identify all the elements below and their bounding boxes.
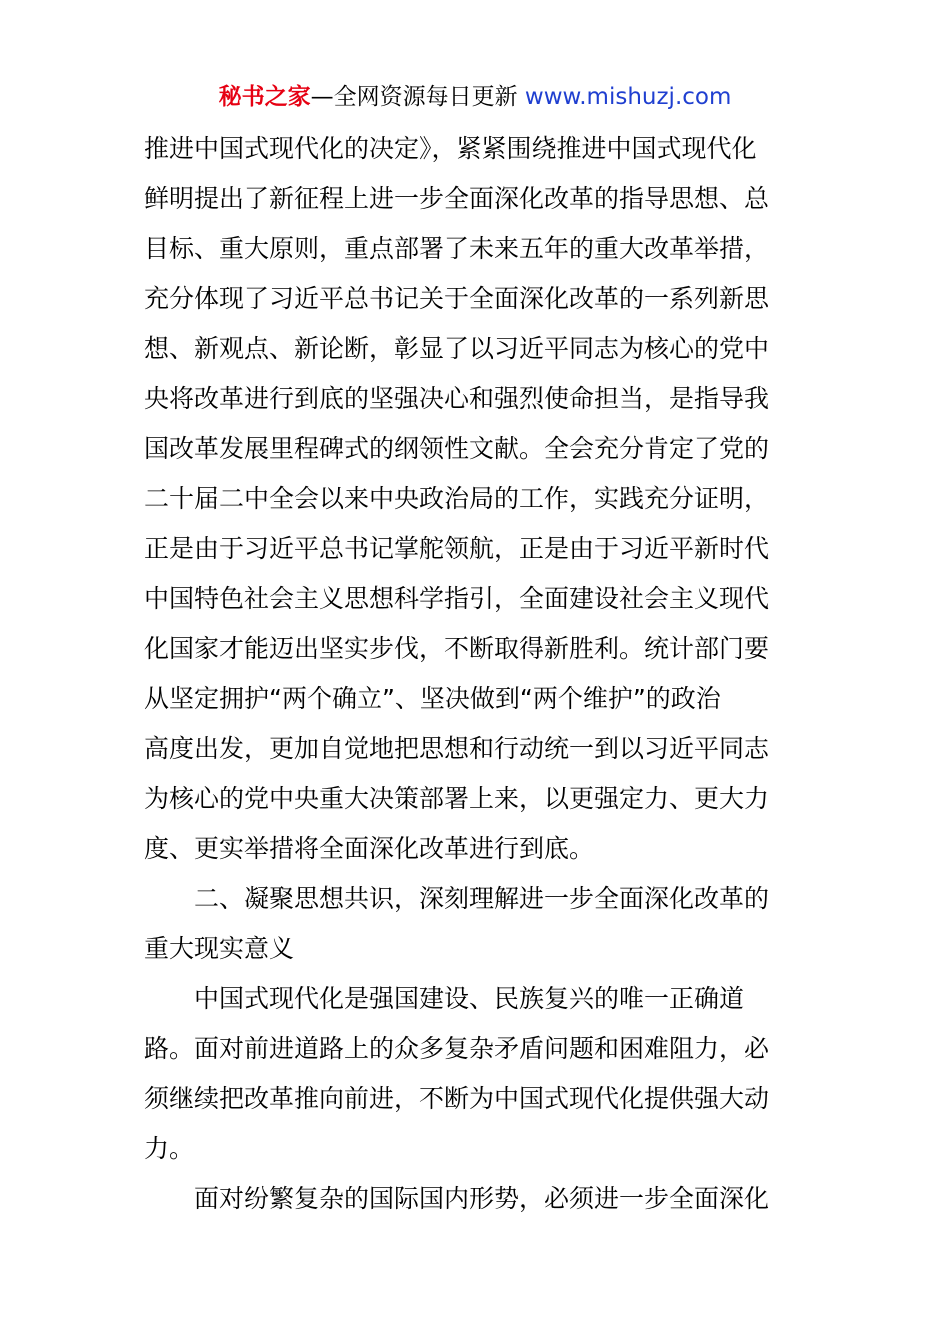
text-line: 力。: [144, 1134, 195, 1163]
section-heading-line: 二、凝聚思想共识，深刻理解进一步全面深化改革的: [194, 884, 770, 913]
text-line: 正是由于习近平总书记掌舵领航，正是由于习近平新时代: [144, 534, 770, 563]
text-line: 中国特色社会主义思想科学指引，全面建设社会主义现代: [144, 584, 770, 613]
text-line: 路。面对前进道路上的众多复杂矛盾问题和困难阻力，必: [144, 1034, 770, 1063]
text-line: 鲜明提出了新征程上进一步全面深化改革的指导思想、总: [144, 184, 770, 213]
page-header: [0, 80, 950, 114]
site-name: 秘书之家: [218, 84, 311, 110]
text-line: 央将改革进行到底的坚强决心和强烈使命担当，是指导我: [144, 384, 770, 413]
text-line: 想、新观点、新论断，彰显了以习近平同志为核心的党中: [144, 334, 770, 363]
document-body: [144, 124, 810, 1224]
text-line: 充分体现了习近平总书记关于全面深化改革的一系列新思: [144, 284, 770, 313]
text-line: 推进中国式现代化的决定》，紧紧围绕推进中国式现代化: [144, 134, 757, 163]
text-line: 化国家才能迈出坚实步伐，不断取得新胜利。统计部门要: [144, 634, 770, 663]
text-line: 须继续把改革推向前进，不断为中国式现代化提供强大动: [144, 1084, 770, 1113]
text-line: 从坚定拥护“两个确立”、坚决做到“两个维护”的政治: [144, 684, 721, 713]
text-line: 中国式现代化是强国建设、民族复兴的唯一正确道: [194, 984, 745, 1013]
text-line: 高度出发，更加自觉地把思想和行动统一到以习近平同志: [144, 734, 770, 763]
text-line: 目标、重大原则，重点部署了未来五年的重大改革举措，: [144, 234, 770, 263]
text-line: 面对纷繁复杂的国际国内形势，必须进一步全面深化: [194, 1184, 770, 1213]
section-heading-line: 重大现实意义: [144, 934, 295, 963]
site-url-link[interactable]: www.mishuzj.com: [524, 84, 732, 110]
text-line: 为核心的党中央重大决策部署上来，以更强定力、更大力: [144, 784, 770, 813]
site-slogan: —全网资源每日更新: [310, 84, 525, 110]
text-line: 二十届二中全会以来中央政治局的工作，实践充分证明，: [144, 484, 770, 513]
text-line: 度、更实举措将全面深化改革进行到底。: [144, 834, 595, 863]
text-line: 国改革发展里程碑式的纲领性文献。全会充分肯定了党的: [144, 434, 770, 463]
